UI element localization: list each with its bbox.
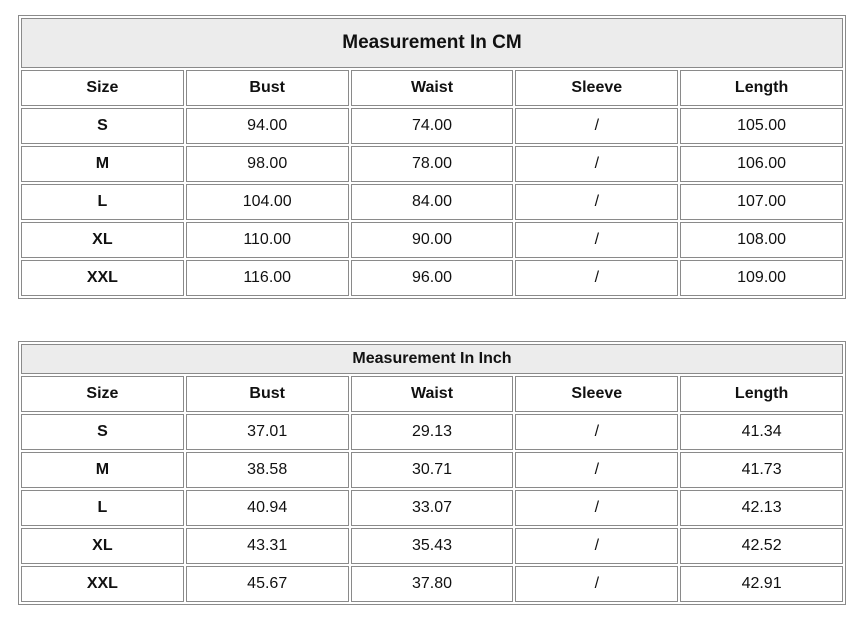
waist-cell: 96.00 xyxy=(351,260,514,296)
bust-cell: 104.00 xyxy=(186,184,349,220)
table-title: Measurement In Inch xyxy=(21,344,843,374)
length-cell: 108.00 xyxy=(680,222,843,258)
sleeve-cell: / xyxy=(515,414,678,450)
length-cell: 106.00 xyxy=(680,146,843,182)
table-header-row xyxy=(21,70,843,106)
size-cell: XL xyxy=(21,222,184,258)
length-cell: 107.00 xyxy=(680,184,843,220)
sleeve-cell: / xyxy=(515,146,678,182)
table-row xyxy=(21,260,843,296)
length-cell: 109.00 xyxy=(680,260,843,296)
waist-cell: 84.00 xyxy=(351,184,514,220)
sleeve-cell: / xyxy=(515,566,678,602)
size-cell: XXL xyxy=(21,260,184,296)
size-cell: XL xyxy=(21,528,184,564)
table-row xyxy=(21,566,843,602)
table-title: Measurement In CM xyxy=(21,18,843,68)
size-cell: L xyxy=(21,184,184,220)
bust-cell: 38.58 xyxy=(186,452,349,488)
size-cell: L xyxy=(21,490,184,526)
column-header-waist: Waist xyxy=(351,70,514,106)
bust-cell: 116.00 xyxy=(186,260,349,296)
sleeve-cell: / xyxy=(515,452,678,488)
column-header-length: Length xyxy=(680,70,843,106)
size-cell: M xyxy=(21,146,184,182)
table-row xyxy=(21,490,843,526)
table-row xyxy=(21,108,843,144)
length-cell: 41.34 xyxy=(680,414,843,450)
column-header-waist: Waist xyxy=(351,376,514,412)
table-row xyxy=(21,528,843,564)
measurement-table-inch xyxy=(18,341,846,605)
column-header-bust: Bust xyxy=(186,70,349,106)
waist-cell: 78.00 xyxy=(351,146,514,182)
length-cell: 41.73 xyxy=(680,452,843,488)
length-cell: 42.13 xyxy=(680,490,843,526)
sleeve-cell: / xyxy=(515,184,678,220)
bust-cell: 94.00 xyxy=(186,108,349,144)
bust-cell: 43.31 xyxy=(186,528,349,564)
column-header-size: Size xyxy=(21,70,184,106)
sleeve-cell: / xyxy=(515,528,678,564)
sleeve-cell: / xyxy=(515,222,678,258)
waist-cell: 90.00 xyxy=(351,222,514,258)
length-cell: 42.91 xyxy=(680,566,843,602)
waist-cell: 29.13 xyxy=(351,414,514,450)
waist-cell: 74.00 xyxy=(351,108,514,144)
column-header-sleeve: Sleeve xyxy=(515,70,678,106)
bust-cell: 98.00 xyxy=(186,146,349,182)
bust-cell: 37.01 xyxy=(186,414,349,450)
waist-cell: 33.07 xyxy=(351,490,514,526)
table-row xyxy=(21,452,843,488)
waist-cell: 30.71 xyxy=(351,452,514,488)
bust-cell: 40.94 xyxy=(186,490,349,526)
column-header-sleeve: Sleeve xyxy=(515,376,678,412)
table-row xyxy=(21,146,843,182)
sleeve-cell: / xyxy=(515,490,678,526)
bust-cell: 45.67 xyxy=(186,566,349,602)
size-cell: S xyxy=(21,414,184,450)
table-row xyxy=(21,184,843,220)
column-header-bust: Bust xyxy=(186,376,349,412)
column-header-length: Length xyxy=(680,376,843,412)
column-header-size: Size xyxy=(21,376,184,412)
length-cell: 105.00 xyxy=(680,108,843,144)
waist-cell: 37.80 xyxy=(351,566,514,602)
size-cell: M xyxy=(21,452,184,488)
waist-cell: 35.43 xyxy=(351,528,514,564)
table-title-row xyxy=(21,344,843,374)
table-header-row xyxy=(21,376,843,412)
bust-cell: 110.00 xyxy=(186,222,349,258)
table-row xyxy=(21,222,843,258)
size-cell: XXL xyxy=(21,566,184,602)
size-cell: S xyxy=(21,108,184,144)
sleeve-cell: / xyxy=(515,260,678,296)
measurement-table-cm xyxy=(18,15,846,299)
table-row xyxy=(21,414,843,450)
length-cell: 42.52 xyxy=(680,528,843,564)
table-title-row xyxy=(21,18,843,68)
sleeve-cell: / xyxy=(515,108,678,144)
